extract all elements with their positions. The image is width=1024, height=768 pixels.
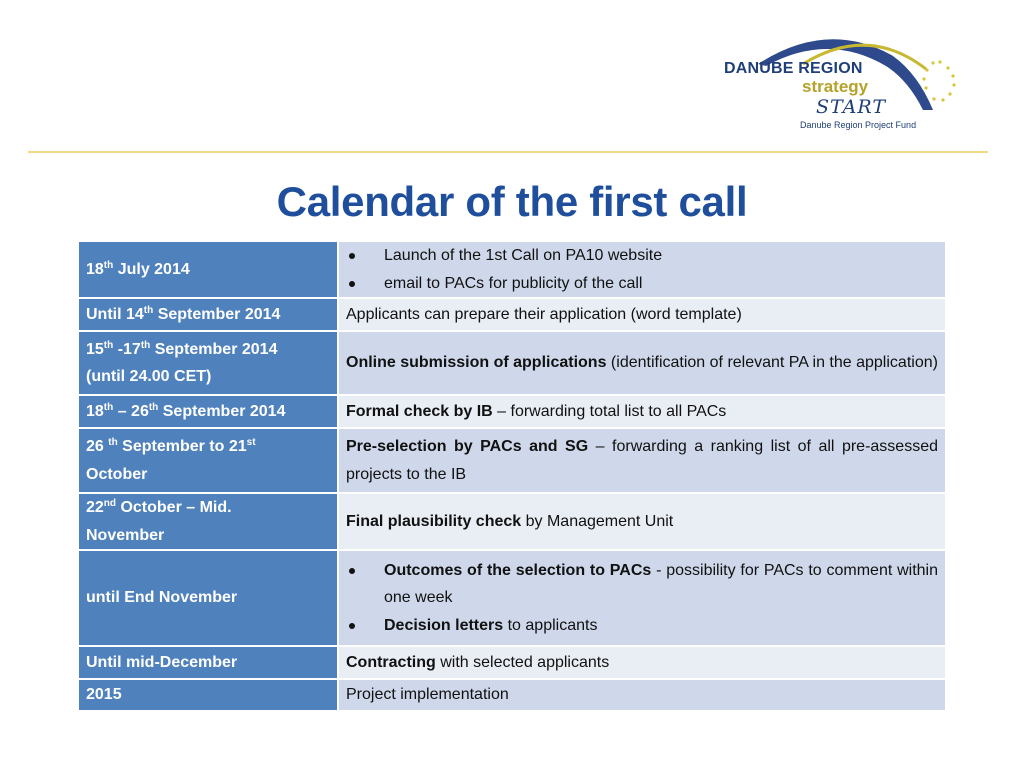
activity-bold-text: Pre-selection by PACs and SG — [346, 438, 589, 455]
date-suffix: th — [103, 259, 114, 271]
activity-bold-text: Online submission of applications — [346, 354, 607, 372]
danube-region-strategy-logo — [718, 24, 968, 136]
activity-cell — [338, 646, 946, 679]
date-text: September 2014 — [150, 340, 278, 358]
date-suffix: th — [103, 401, 114, 413]
activity-text: email to PACs for publicity of the call — [384, 274, 643, 292]
date-text: July 2014 — [113, 260, 190, 278]
date-text: September 2014 — [158, 402, 286, 420]
activity-text: Applicants can prepare their application (word template) — [346, 305, 742, 323]
date-text: 18 — [86, 402, 104, 420]
date-text: Until mid-December — [86, 653, 238, 671]
table-row — [78, 550, 946, 646]
list-item — [346, 557, 938, 612]
activity-text: – forwarding total list to all PACs — [492, 402, 727, 420]
page-title: Calendar of the first call — [276, 178, 748, 225]
date-cell — [78, 679, 338, 711]
table-row — [78, 493, 946, 550]
table-row — [78, 298, 946, 331]
date-suffix: th — [140, 339, 151, 351]
date-cell — [78, 331, 338, 395]
date-cell — [78, 395, 338, 428]
calendar-table — [77, 240, 947, 712]
activity-cell — [338, 493, 946, 550]
table-row — [78, 679, 946, 711]
list-item — [346, 242, 938, 270]
date-text: Until 14 — [86, 305, 144, 323]
activity-text: by Management Unit — [521, 512, 674, 530]
activity-text: - possibility for PACs to comment within one week — [384, 561, 939, 607]
activity-text: to applicants — [503, 616, 598, 634]
activity-text: Project implementation — [346, 686, 509, 704]
date-cell — [78, 646, 338, 679]
activity-cell — [338, 395, 946, 428]
date-cell — [78, 298, 338, 331]
list-item — [346, 612, 938, 640]
date-cell — [78, 550, 338, 646]
date-text: October — [86, 465, 148, 483]
logo-text-start: START — [816, 96, 887, 118]
date-cell — [78, 241, 338, 298]
date-suffix: th — [148, 401, 159, 413]
date-suffix: th — [108, 437, 118, 448]
date-text: 15 — [86, 340, 104, 358]
list-item — [346, 270, 938, 298]
table-row — [78, 241, 946, 298]
date-text: September to 21 — [117, 438, 247, 455]
date-text: 26 — [86, 438, 109, 455]
date-suffix: th — [103, 339, 114, 351]
date-text: 22 — [86, 499, 104, 516]
activity-text: Launch of the 1st Call on PA10 website — [384, 247, 663, 264]
date-text: 2015 — [86, 686, 122, 704]
date-suffix: th — [143, 304, 154, 316]
logo-text-strategy: strategy — [802, 77, 869, 96]
logo-text-project-fund: Danube Region Project Fund — [800, 120, 917, 130]
activity-text: – forwarding a ranking list of all pre-assessed projects to the IB — [346, 438, 938, 483]
date-text: November — [86, 526, 165, 544]
activity-cell — [338, 241, 946, 298]
activity-cell — [338, 298, 946, 331]
table-row — [78, 646, 946, 679]
activity-text: (identification of relevant PA in the application) — [606, 354, 938, 372]
date-suffix: nd — [103, 498, 117, 509]
activity-cell — [338, 679, 946, 711]
date-suffix: st — [246, 437, 256, 448]
activity-bold-text: Outcomes of the selection to PACs — [384, 561, 652, 579]
activity-cell — [338, 331, 946, 395]
date-cell — [78, 428, 338, 493]
date-text: September 2014 — [153, 305, 281, 323]
activity-text: with selected applicants — [435, 653, 610, 671]
date-cell — [78, 493, 338, 550]
activity-bold-text: Formal check by IB — [346, 402, 493, 420]
table-row — [78, 428, 946, 493]
date-text: (until 24.00 CET) — [86, 368, 212, 385]
table-row — [78, 331, 946, 395]
activity-bold-text: Contracting — [346, 653, 436, 671]
table-row — [78, 395, 946, 428]
date-text: October – Mid. — [116, 499, 232, 516]
activity-bold-text: Final plausibility check — [346, 512, 522, 530]
date-text: 18 — [86, 260, 104, 278]
date-text: -17 — [113, 340, 141, 358]
header-divider — [28, 151, 988, 153]
activity-cell — [338, 428, 946, 493]
date-text: until End November — [86, 589, 238, 607]
logo-text-danube-region: DANUBE REGION — [724, 60, 863, 77]
activity-cell — [338, 550, 946, 646]
activity-bold-text: Decision letters — [384, 616, 504, 634]
date-text: – 26 — [113, 402, 149, 420]
